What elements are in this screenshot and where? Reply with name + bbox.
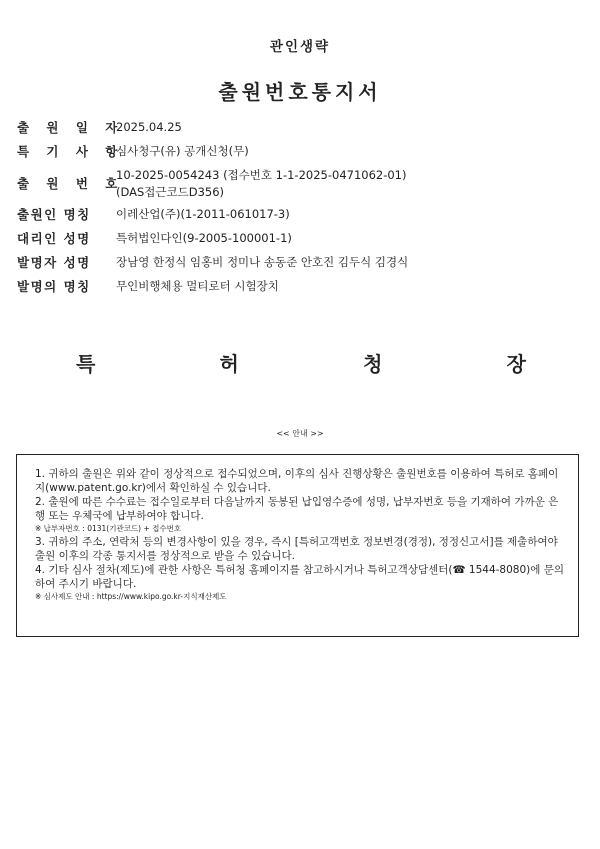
payer-number-note: ※ 납부자번호 : 0131(기관코드) + 접수번호 (35, 524, 182, 533)
document-title: 출원번호통지서 (218, 80, 382, 104)
application-info (17, 118, 587, 301)
application-number-line: 10-2025-0054243 (접수번호 1-1-2025-0471062-01) (116, 168, 407, 182)
application-number-label: 출 원 번 호 (17, 176, 124, 191)
issuer-char: 허 (219, 352, 239, 376)
notice-item-3: 3. 귀하의 주소, 연락처 등의 변경사항이 있을 경우, 즉시 [특허고객번호 정보변경(경정), 정정신고서]를 제출하여야 출원 이후의 각종 통지서를 정상적으로 받을 수 있습니다. (35, 536, 558, 562)
inventors-value: 장남영 한정식 임홍비 정미나 송동준 안호진 김두식 김경식 (116, 255, 409, 269)
info-row-filing-date (17, 118, 587, 138)
notice-box (16, 454, 579, 637)
agent-label: 대리인 성명 (17, 231, 91, 246)
notice-item-1: 1. 귀하의 출원은 위와 같이 정상적으로 접수되었으며, 이후의 심사 진행상황은 출원번호를 이용하여 특허로 홈페이지(www.patent.go.kr)에서 확인하실 수 있습니다. (35, 468, 559, 494)
info-row-inventors (17, 253, 587, 273)
application-number-value (116, 166, 406, 201)
das-access-code: (DAS접근코드D356) (116, 185, 225, 199)
info-row-invention-title (17, 277, 587, 297)
agent-value: 특허법인다인(9-2005-100001-1) (116, 231, 292, 245)
notice-item-2: 2. 출원에 따른 수수료는 접수일로부터 다음날까지 동봉된 납입영수증에 성명, 납부자번호 등을 기재하여 가까운 은행 또는 우체국에 납부하여야 합니다. (35, 496, 559, 522)
special-notes-label: 특 기 사 항 (17, 144, 124, 159)
special-notes-value: 심사청구(유) 공개신청(무) (116, 144, 249, 158)
notice-heading: << 안내 >> (276, 429, 324, 438)
filing-date-value: 2025.04.25 (116, 120, 182, 134)
applicant-value: 이레산업(주)(1-2011-061017-3) (116, 207, 290, 221)
filing-date-label: 출 원 일 자 (17, 120, 124, 135)
info-row-applicant (17, 205, 587, 225)
invention-title-label: 발명의 명칭 (17, 279, 91, 294)
info-row-application-number (17, 166, 587, 201)
seal-omitted-text: 관인생략 (269, 39, 331, 55)
issuer-char: 장 (506, 352, 526, 376)
info-row-special-notes (17, 142, 587, 162)
issuer-kipo-commissioner (76, 348, 526, 377)
invention-title-value: 무인비행체용 멀티로터 시험장치 (116, 279, 279, 293)
notice-item-4: 4. 기타 심사 절차(제도)에 관한 사항은 특허청 홈페이지를 참고하시거나 특허고객상담센터(☎ 1544-8080)에 문의하여 주시기 바랍니다. (35, 564, 565, 590)
applicant-label: 출원인 명칭 (17, 207, 91, 222)
examination-guide-note: ※ 심사제도 안내 : https://www.kipo.go.kr-지식재산제도 (35, 592, 227, 601)
issuer-char: 특 (76, 352, 96, 376)
inventors-label: 발명자 성명 (17, 255, 91, 270)
info-row-agent (17, 229, 587, 249)
issuer-char: 청 (363, 352, 383, 376)
